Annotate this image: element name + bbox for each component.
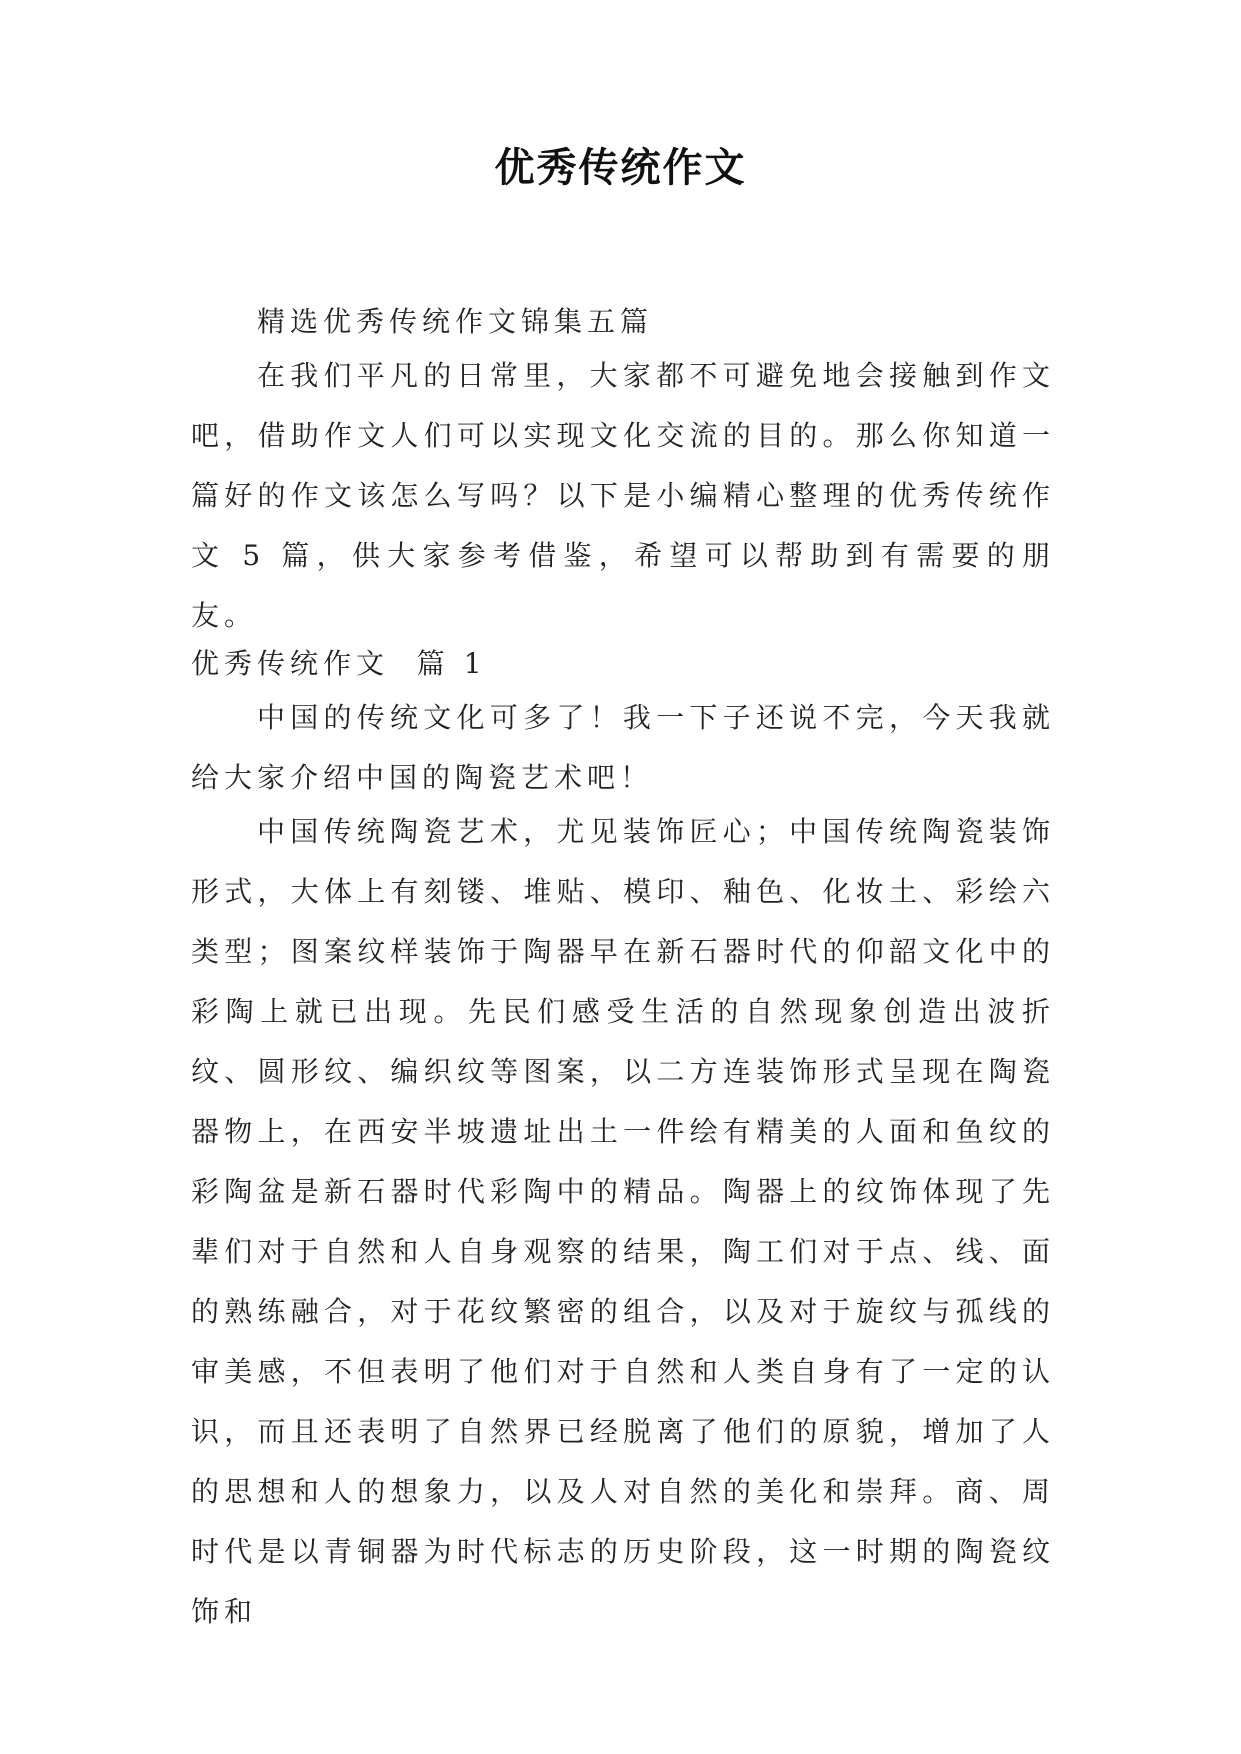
section-paragraph: 中国传统陶瓷艺术，尤见装饰匠心；中国传统陶瓷装饰形式，大体上有刻镂、堆贴、模印、釉色、化妆土、彩绘六类型；图案纹样装饰于陶器早在新石器时代的仰韶文化中的彩陶上就已出现。先民们感受生活的自然现象创造出波折纹、圆形纹、编织纹等图案，以二方连装饰形式呈现在陶瓷器物上，在西安半坡遗址出土一件绘有精美的人面和鱼纹的彩陶盆是新石器时代彩陶中的精品。陶器上的纹饰体现了先辈们对于自然和人自身观察的结果，陶工们对于点、线、面的熟练融合，对于花纹繁密的组合，以及对于旋纹与孤线的审美感，不但表明了他们对于自然和人类自身有了一定的认识，而且还表明了自然界已经脱离了他们的原貌，增加了人的思想和人的想象力，以及人对自然的美化和崇拜。商、周时代是以青铜器为时代标志的历史阶段，这一时期的陶瓷纹饰和 [191, 815, 1055, 1628]
section-heading: 优秀传统作文 篇 1 [191, 647, 487, 680]
document-title: 优秀传统作文 [494, 144, 747, 191]
intro-paragraph: 在我们平凡的日常里，大家都不可避免地会接触到作文吧，借助作文人们可以实现文化交流的目的。那么你知道一篇好的作文该怎么写吗？以下是小编精心整理的优秀传统作文 5 篇，供大家参考借鉴，希望可以帮助到有需要的朋友。 [191, 359, 1055, 632]
document-subtitle: 精选优秀传统作文锦集五篇 [257, 305, 654, 338]
section-paragraph: 中国的传统文化可多了！我一下子还说不完，今天我就给大家介绍中国的陶瓷艺术吧！ [191, 701, 1055, 794]
